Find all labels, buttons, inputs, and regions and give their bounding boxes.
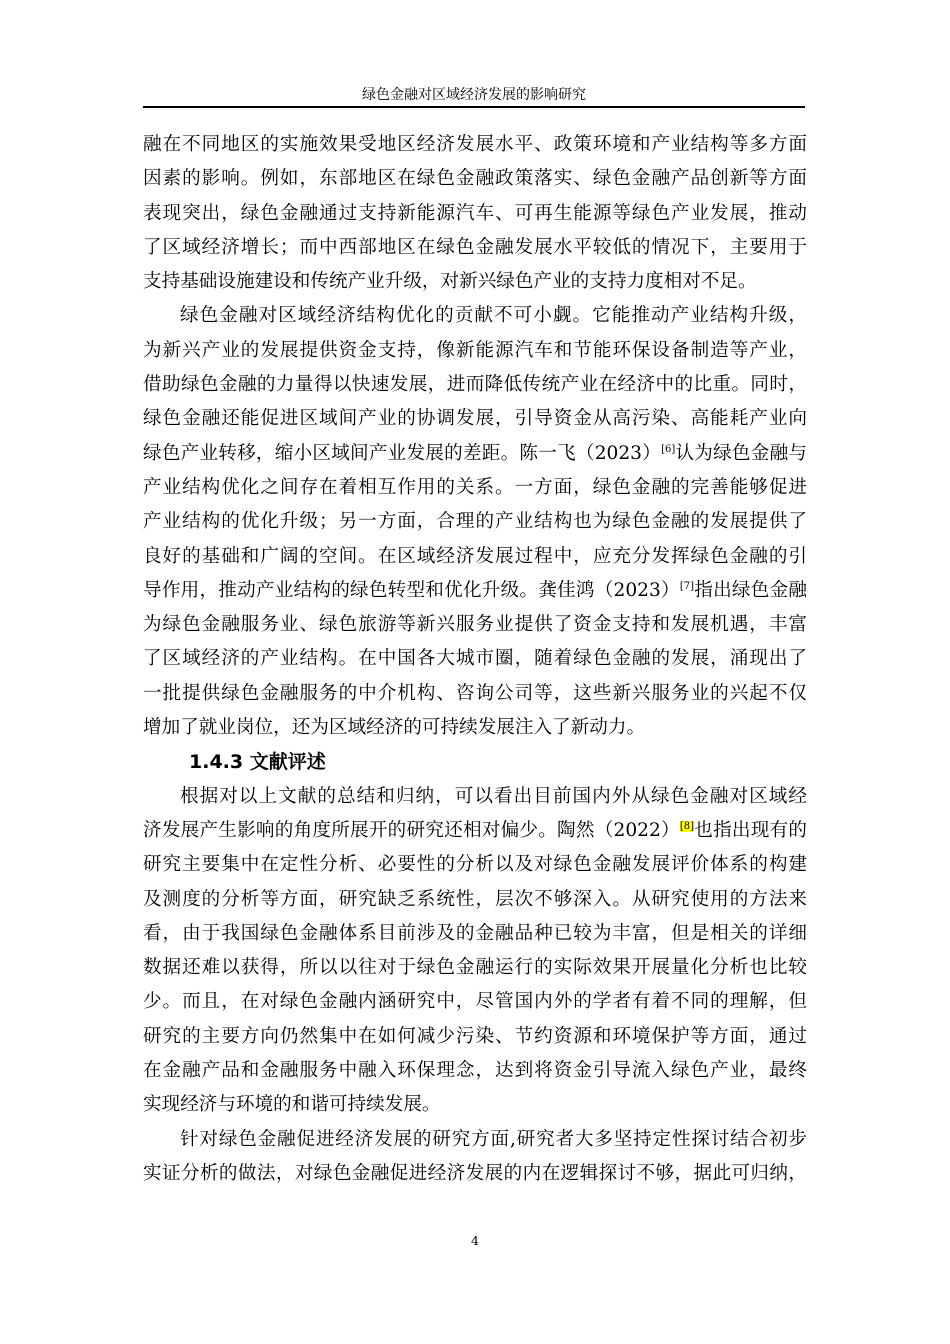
- citation-ref-highlighted[interactable]: [8]: [679, 820, 695, 832]
- text-run: 绿色产业转移，缩小区域间产业发展的差距。陈一飞（2023）: [143, 442, 662, 464]
- text-line: 良好的基础和广阔的空间。在区域经济发展过程中，应充分发挥绿色金融的引: [143, 545, 807, 567]
- text-line: 在金融产品和金融服务中融入环保理念，达到将资金引导流入绿色产业，最终: [143, 1060, 807, 1082]
- text-line: 实现经济与环境的和谐可持续发展。: [143, 1094, 441, 1116]
- text-line: [143, 574, 807, 608]
- text-line: 了区域经济的产业结构。在中国各大城市圈，随着绿色金融的发展，涌现出了: [143, 648, 807, 670]
- paragraph-summary: [143, 1123, 807, 1192]
- text-run: 也指出现有的: [694, 819, 807, 841]
- text-line: 研究主要集中在定性分析、必要性的分析以及对绿色金融发展评价体系的构建: [143, 854, 807, 876]
- text-line: 产业结构优化之间存在着相互作用的关系。一方面，绿色金融的完善能够促进: [143, 476, 807, 498]
- text-line: 产业结构的优化升级；另一方面，合理的产业结构也为绿色金融的发展提供了: [143, 511, 807, 533]
- text-line: 借助绿色金融的力量得以快速发展，进而降低传统产业在经济中的比重。同时，: [143, 374, 807, 396]
- text-line: 少。而且，在对绿色金融内涵研究中，尽管国内外的学者有着不同的理解，但: [143, 991, 807, 1013]
- citation-ref[interactable]: [7]: [679, 580, 695, 592]
- citation-ref[interactable]: [6]: [661, 443, 676, 455]
- text-run: 指出绿色金融: [694, 579, 807, 601]
- text-line: 表现突出，绿色金融通过支持新能源汽车、可再生能源等绿色产业发展，推动: [143, 202, 807, 224]
- text-run: 导作用，推动产业结构的绿色转型和优化升级。龚佳鸿（2023）: [143, 579, 680, 601]
- text-line: 为新兴产业的发展提供资金支持，像新能源汽车和节能环保设备制造等产业，: [143, 339, 807, 361]
- text-line: 绿色金融对区域经济结构优化的贡献不可小觑。它能推动产业结构升级，: [180, 305, 807, 327]
- text-line: 研究的主要方向仍然集中在如何减少污染、节约资源和环境保护等方面，通过: [143, 1025, 807, 1047]
- text-run: 认为绿色金融与: [675, 442, 807, 464]
- paragraph-structure: [143, 299, 807, 745]
- paragraph-continuation: [143, 128, 807, 299]
- text-line: 看，由于我国绿色金融体系目前涉及的金融品种已较为丰富，但是相关的详细: [143, 922, 807, 944]
- header-divider: [143, 106, 805, 108]
- paragraph-literature-review: [143, 780, 807, 1123]
- text-line: 及测度的分析等方面，研究缺乏系统性，层次不够深入。从研究使用的方法来: [143, 888, 807, 910]
- page-number: 4: [471, 1233, 479, 1248]
- document-body: [143, 128, 807, 1191]
- text-line: 根据对以上文献的总结和归纳，可以看出目前国内外从绿色金融对区域经: [180, 785, 807, 807]
- running-header: 绿色金融对区域经济发展的影响研究: [362, 87, 586, 103]
- text-line: 绿色金融还能促进区域间产业的协调发展，引导资金从高污染、高能耗产业向: [143, 408, 807, 430]
- text-line: [143, 437, 807, 471]
- text-line: 一批提供绿色金融服务的中介机构、咨询公司等，这些新兴服务业的兴起不仅: [143, 682, 807, 704]
- text-line: 支持基础设施建设和传统产业升级，对新兴绿色产业的支持力度相对不足。: [143, 271, 757, 293]
- text-line: 为绿色金融服务业、绿色旅游等新兴服务业提供了资金支持和发展机遇，丰富: [143, 614, 807, 636]
- text-line: 了区域经济增长；而中西部地区在绿色金融发展水平较低的情况下，主要用于: [143, 236, 807, 258]
- text-line: 因素的影响。例如，东部地区在绿色金融政策落实、绿色金融产品创新等方面: [143, 168, 807, 190]
- text-line: [143, 814, 807, 848]
- text-run: 济发展产生影响的角度所展开的研究还相对偏少。陶然（2022）: [143, 819, 680, 841]
- text-line: 融在不同地区的实施效果受地区经济发展水平、政策环境和产业结构等多方面: [143, 134, 807, 155]
- text-line: 数据还难以获得，所以以往对于绿色金融运行的实际效果开展量化分析也比较: [143, 957, 807, 979]
- text-line: 实证分析的做法，对绿色金融促进经济发展的内在逻辑探讨不够，据此可归纳，: [143, 1162, 807, 1184]
- text-line: 增加了就业岗位，还为区域经济的可持续发展注入了新动力。: [143, 717, 646, 739]
- text-line: 针对绿色金融促进经济发展的研究方面,研究者大多坚持定性探讨结合初步: [180, 1128, 807, 1150]
- section-heading: 1.4.3 文献评述: [189, 751, 326, 774]
